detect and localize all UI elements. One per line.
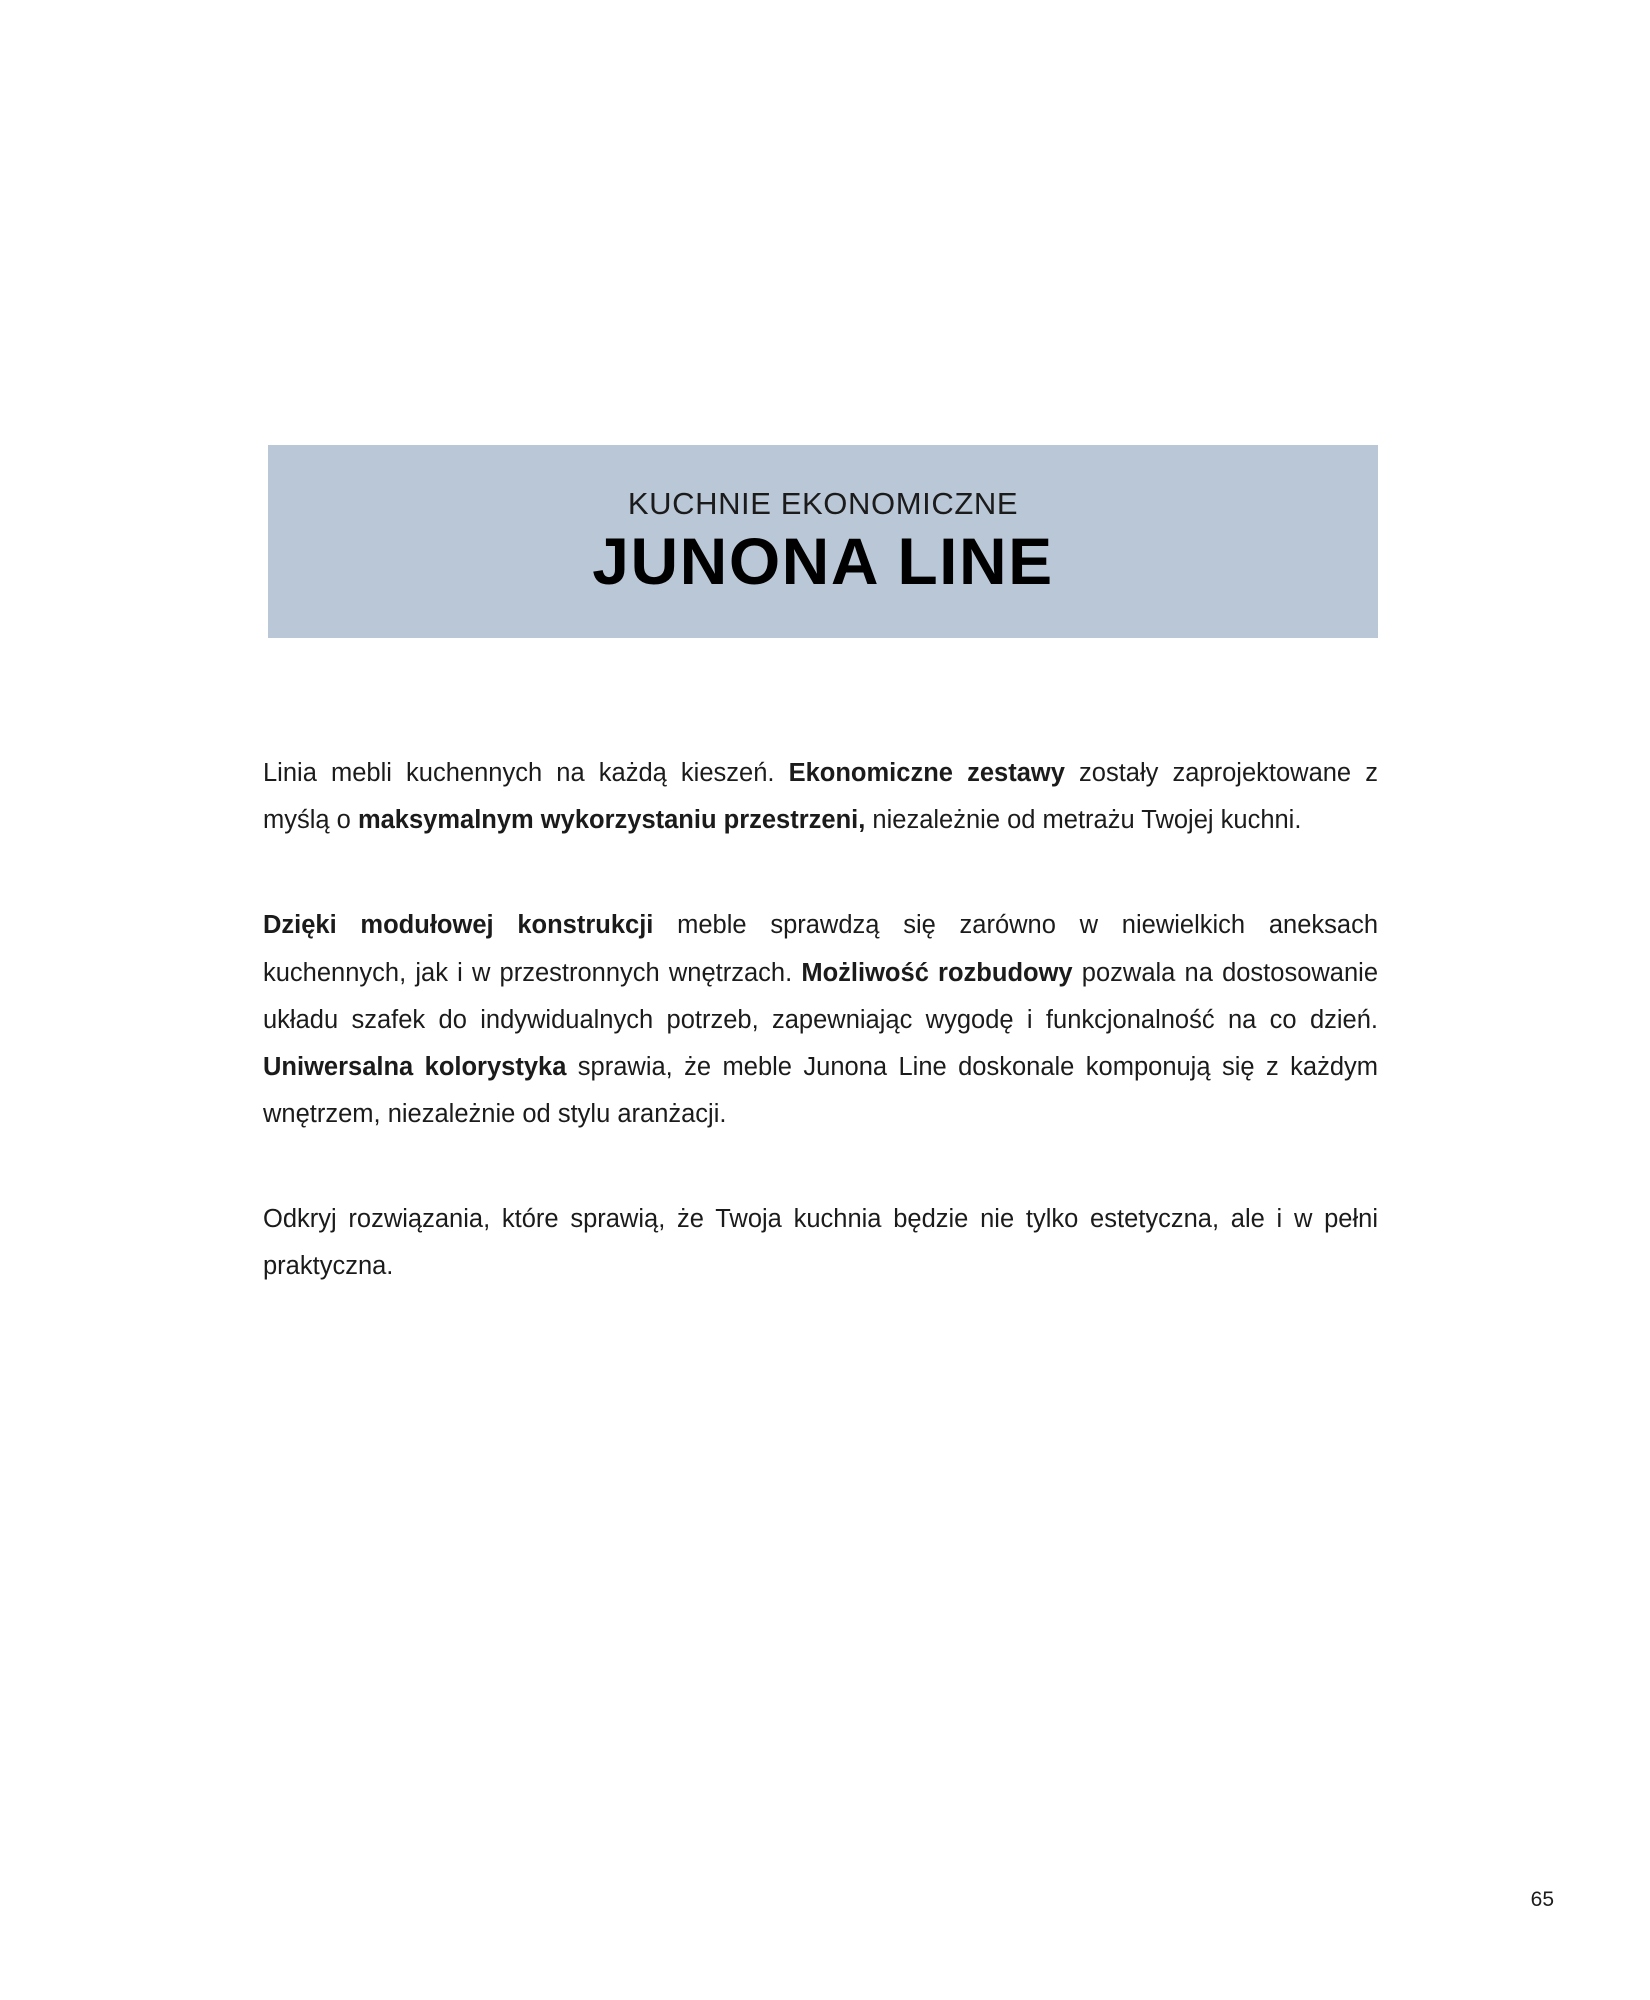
body-text: Odkryj rozwiązania, które sprawią, że Twoja kuchnia będzie nie tylko estetyczna, ale i w pełni praktyczna. <box>263 1205 1378 1281</box>
emphasis-text: maksymalnym wykorzystaniu przestrzeni, <box>357 806 866 835</box>
emphasis-text: Dzięki modułowej konstrukcji <box>263 911 654 940</box>
body-text: niezależnie od metrażu Twojej kuchni. <box>865 806 1302 835</box>
body-text: sprawia, że meble Junona Line doskonale komponują się z każdym wnętrzem, niezależnie od stylu aranżacji. <box>263 1052 1378 1129</box>
emphasis-text: Możliwość rozbudowy <box>801 958 1073 987</box>
body-text: pozwala na dostosowanie układu szafek do indywidualnych potrzeb, zapewniając wygodę i funkcjonalność na co dzień. <box>263 958 1379 1034</box>
paragraph-1 <box>263 750 1378 844</box>
emphasis-text: Ekonomiczne zestawy <box>788 759 1065 787</box>
emphasis-text: Uniwersalna kolorystyka <box>263 1052 567 1081</box>
paragraph-2 <box>263 902 1378 1138</box>
page-number: 65 <box>1530 1888 1554 1911</box>
body-text: zostały zaprojektowane z myślą o <box>263 759 1378 835</box>
body-text: Linia mebli kuchennych na każdą kieszeń. <box>263 759 789 787</box>
body-content <box>263 750 1378 1291</box>
title-banner <box>268 445 1378 638</box>
body-text: meble sprawdzą się zarówno w niewielkich aneksach kuchennych, jak i w przestronnych wnętrzach. <box>263 911 1379 987</box>
banner-title: JUNONA LINE <box>592 523 1054 598</box>
paragraph-3 <box>263 1196 1378 1290</box>
banner-kicker: KUCHNIE EKONOMICZNE <box>627 485 1019 521</box>
